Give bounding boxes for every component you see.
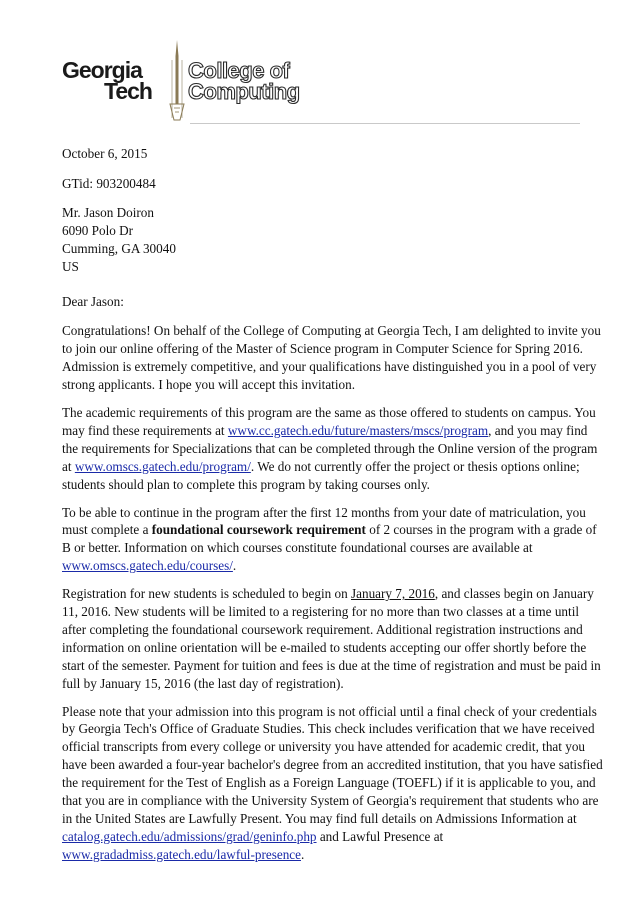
letter-body [62,145,604,874]
paragraph-text: of 2 courses in the program with a grade of B or better. Information on which courses constitute foundational courses are available at [62,522,597,556]
tower-divider-icon [168,40,186,124]
georgia-tech-logo [62,57,152,104]
salutation: Dear Jason: [62,294,124,310]
paragraph-congratulations: Congratulations! On behalf of the College of Computing at Georgia Tech, I am delighted to invite you to join our online offering of the Master of Science program in Computer Science for Spring 2016. Admission is extremely competitive, and your qualifications have distinguished you in a pool of very strong applicants. I hope you will accept this invitation. [62,323,601,393]
paragraph-text: The academic requirements of this program are the same as those offered to students on campus. You may find these requirements at [62,404,596,438]
admissions-info-link[interactable]: catalog.gatech.edu/admissions/grad/geninfo.php [62,828,317,844]
logo-college-of-text: College of [188,58,290,83]
paragraph-text: , and classes begin on January 11, 2016. New students will be limited to a registering for no more than two classes at a time until after completing the foundational coursework requirement. Additional registration instructions and information on online orientation will be e-mailed to students accepting our offer shortly before the start of the semester. Payment for tuition and fees is due at the time of registration and must be paid in full by January 15, 2016 (the last day of registration). [62,586,601,691]
paragraph-text: Please note that your admission into this program is not official until a final check of your credentials by Georgia Tech's Office of Graduate Studies. This check includes verification that we have received official transcripts from every college or university you have attended for academic credit, that you have been awarded a four-year bachelor's degree from an accredited institution, that you have satisfied the requirement for the Test of English as a Foreign Language (TOEFL) if it is applicable to you, and that you are in compliance with the University System of Georgia's requirement that students who are in the United States are Lawfully Present. You may find full details on Admissions Information at [62,703,603,826]
paragraph-text: , and you may find the requirements for Specializations that can be completed through the Online version of the program at [62,422,598,474]
mscs-program-link[interactable]: www.cc.gatech.edu/future/masters/mscs/program [227,422,489,438]
recipient-address [62,204,604,276]
paragraph-text: . We do not currently offer the project or thesis options online; students should plan to complete this program by taking courses only. [62,458,580,492]
paragraph-text: To be able to continue in the program after the first 12 months from your date of matriculation, you must complete a [62,504,586,538]
address-line: 6090 Polo Dr [62,222,134,238]
address-line: Cumming, GA 30040 [62,240,176,256]
registration-date: January 7, 2016 [350,586,435,602]
paragraph-admission-note [62,703,604,864]
logo-georgia-text: Georgia [62,57,142,83]
paragraph-text: . [232,558,237,574]
omscs-program-link[interactable]: www.omscs.gatech.edu/program/ [74,458,251,474]
college-of-computing-logo [188,60,300,102]
omscs-courses-link[interactable]: www.omscs.gatech.edu/courses/ [62,558,233,574]
paragraph-academic-requirements [62,404,604,494]
paragraph-text: Registration for new students is scheduled to begin on [62,586,351,602]
logo-tech-text: Tech [104,78,152,104]
lawful-presence-link[interactable]: www.gradadmiss.gatech.edu/lawful-presence [62,846,301,862]
letterhead-rule [190,123,580,124]
address-line: US [62,258,79,274]
gtid: GTid: 903200484 [62,175,156,191]
logo-computing-text: Computing [188,79,300,104]
foundational-requirement-bold: foundational coursework requirement [151,522,366,538]
letter-date: October 6, 2015 [62,146,148,161]
paragraph-registration [62,585,604,692]
address-line: Mr. Jason Doiron [62,204,154,220]
paragraph-text: and Lawful Presence at [316,828,444,844]
paragraph-foundational [62,504,604,576]
paragraph-text: . [301,846,305,862]
